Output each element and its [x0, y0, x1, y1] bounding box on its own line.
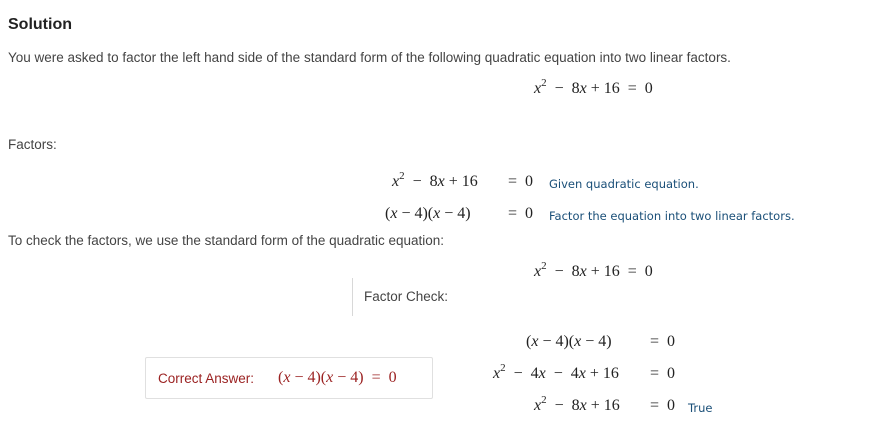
given-equation-eq: = 0: [508, 173, 534, 190]
factor-check-label: Factor Check:: [364, 289, 449, 304]
factored-equation-lhs: (x − 4)(x − 4): [385, 205, 471, 222]
check-line-1-lhs: (x − 4)(x − 4): [526, 333, 612, 350]
check-line-3-lhs: $x^2 - 8x + 16$: [534, 394, 620, 414]
given-note: Given quadratic equation.: [549, 177, 699, 191]
factor-note: Factor the equation into two linear factors.: [549, 209, 795, 223]
standard-form-equation: $x^2 - 8x + 16 = 0$: [534, 77, 653, 97]
given-equation-lhs: $x^2 - 8x + 16$: [392, 170, 478, 190]
factored-equation-eq: = 0: [508, 205, 534, 222]
intro-text: You were asked to factor the left hand side of the standard form of the following quadratic equation into two linear factors.: [8, 50, 731, 65]
check-line-2-lhs: $x^2 - 4x - 4x + 16$: [493, 362, 619, 382]
check-line-2-eq: = 0: [650, 365, 676, 382]
check-standard-form-equation: $x^2 - 8x + 16 = 0$: [534, 260, 653, 280]
factors-label: Factors:: [8, 137, 57, 152]
check-line-1-eq: = 0: [650, 333, 676, 350]
factor-check-divider: [352, 278, 353, 316]
check-line-3-eq: = 0: [650, 397, 676, 414]
true-note: True: [688, 401, 713, 415]
correct-answer-box: [145, 357, 433, 399]
solution-heading: Solution: [8, 16, 72, 33]
correct-answer-equation: (x − 4)(x − 4) = 0: [278, 369, 397, 386]
correct-answer-label: Correct Answer:: [158, 371, 255, 386]
check-intro-text: To check the factors, we use the standard form of the quadratic equation:: [8, 233, 445, 248]
